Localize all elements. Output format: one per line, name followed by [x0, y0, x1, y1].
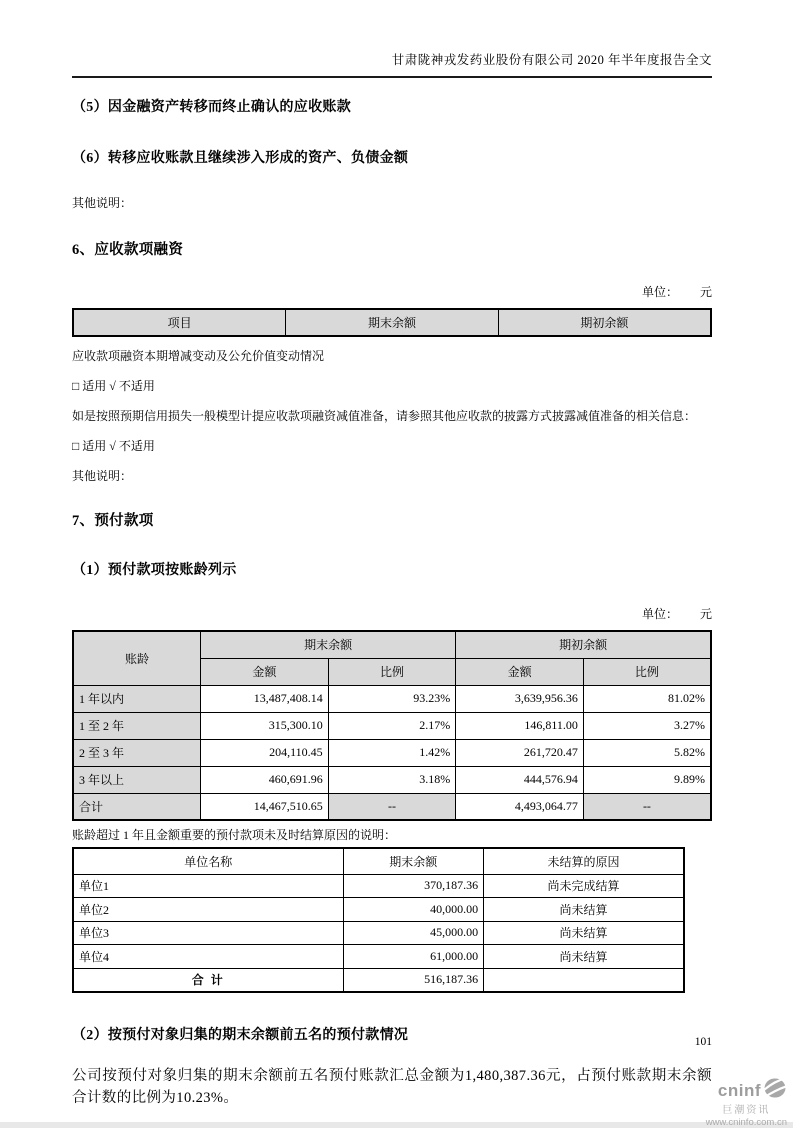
begin-ratio-cell: 9.89% — [583, 766, 711, 793]
entity-name-cell: 单位1 — [73, 874, 343, 898]
begin-amount-cell: 4,493,064.77 — [456, 793, 584, 820]
end-ratio-cell: -- — [328, 793, 456, 820]
table-row — [73, 712, 711, 739]
table-row — [73, 739, 711, 766]
col-header-ratio: 比例 — [583, 658, 711, 685]
reason-cell: 尚未结算 — [484, 945, 684, 969]
unit-line — [72, 605, 712, 622]
unit-value: 元 — [699, 607, 712, 621]
cninfo-cn-name: 巨潮资讯 — [722, 1105, 771, 1116]
impairment-note: 如是按照预期信用损失一般模型计提应收款项融资减值准备，请参照其他应收款的披露方式披露减值准备的相关信息： — [72, 409, 697, 423]
cninfo-logo — [706, 1078, 787, 1128]
entity-name-cell: 单位3 — [73, 921, 343, 945]
col-header-beginning-balance: 期初余额 — [498, 309, 711, 336]
col-header-ending-balance: 期末余额 — [343, 848, 484, 874]
col-header-ratio: 比例 — [328, 658, 456, 685]
col-header-ending-balance: 期末余额 — [201, 631, 456, 658]
end-amount-cell: 13,487,408.14 — [201, 685, 329, 712]
amount-cell: 61,000.00 — [343, 945, 484, 969]
age-cell: 1 至 2 年 — [73, 712, 201, 739]
table-row — [73, 898, 684, 922]
table-total-row — [73, 793, 711, 820]
change-note: 应收款项融资本期增减变动及公允价值变动情况 — [72, 349, 325, 363]
receivables-financing-table — [72, 308, 712, 337]
begin-amount-cell: 444,576.94 — [456, 766, 584, 793]
begin-amount-cell: 261,720.47 — [456, 739, 584, 766]
section-5-heading: （5）因金融资产转移而终止确认的应收账款 — [72, 100, 351, 115]
age-cell: 1 年以内 — [73, 685, 201, 712]
end-amount-cell: 460,691.96 — [201, 766, 329, 793]
begin-ratio-cell: 81.02% — [583, 685, 711, 712]
begin-ratio-cell: 5.82% — [583, 739, 711, 766]
col-header-item: 项目 — [73, 309, 286, 336]
entity-name-cell: 单位4 — [73, 945, 343, 969]
col-header-unsettled-reason: 未结算的原因 — [484, 848, 684, 874]
prepayments-heading: 7、预付款项 — [72, 513, 154, 529]
end-ratio-cell: 3.18% — [328, 766, 456, 793]
cninfo-brand-text: cninf — [717, 1080, 761, 1100]
amount-cell: 40,000.00 — [343, 898, 484, 922]
table-header-row — [73, 309, 711, 336]
table-header-row — [73, 631, 711, 658]
overdue-note: 账龄超过 1 年且金额重要的预付款项未及时结算原因的说明： — [72, 828, 397, 842]
col-header-age: 账龄 — [73, 631, 201, 685]
table-row — [73, 874, 684, 898]
begin-ratio-cell: 3.27% — [583, 712, 711, 739]
prepayments-top5-paragraph: 公司按预付对象归集的期末余额前五名预付账款汇总金额为1,480,387.36元，占预付账款期末余额合计数的比例为10.23%。 — [72, 1067, 712, 1106]
col-header-amount: 金额 — [456, 658, 584, 685]
col-header-entity-name: 单位名称 — [73, 848, 343, 874]
other-note-label: 其他说明： — [72, 196, 133, 210]
table-row — [73, 921, 684, 945]
amount-cell: 370,187.36 — [343, 874, 484, 898]
end-ratio-cell: 93.23% — [328, 685, 456, 712]
unit-label: 单位： — [641, 607, 678, 621]
page-number: 101 — [694, 1036, 712, 1048]
age-cell: 3 年以上 — [73, 766, 201, 793]
table-row — [73, 685, 711, 712]
report-header-title: 甘肃陇神戎发药业股份有限公司 2020 年半年度报告全文 — [72, 0, 712, 78]
table-row — [73, 945, 684, 969]
age-cell: 合计 — [73, 793, 201, 820]
prepayments-top5-heading: （2）按预付对象归集的期末余额前五名的预付款情况 — [72, 1027, 409, 1043]
reason-cell: 尚未完成结算 — [484, 874, 684, 898]
section-6-heading: （6）转移应收账款且继续涉入形成的资产、负债金额 — [72, 151, 409, 166]
end-amount-cell: 315,300.10 — [201, 712, 329, 739]
unit-label: 单位： — [641, 285, 678, 299]
reason-cell: 尚未结算 — [484, 921, 684, 945]
entity-name-cell: 合 计 — [73, 968, 343, 992]
begin-amount-cell: 3,639,956.36 — [456, 685, 584, 712]
begin-ratio-cell: -- — [583, 793, 711, 820]
unit-line — [72, 283, 712, 300]
reason-cell: 尚未结算 — [484, 898, 684, 922]
col-header-beginning-balance: 期初余额 — [456, 631, 711, 658]
col-header-ending-balance: 期末余额 — [286, 309, 499, 336]
applicable-line-1: □ 适用 √ 不适用 — [72, 379, 155, 393]
end-amount-cell: 14,467,510.65 — [201, 793, 329, 820]
applicable-line-2: □ 适用 √ 不适用 — [72, 439, 155, 453]
table-header-row — [73, 848, 684, 874]
table-row — [73, 766, 711, 793]
unit-value: 元 — [699, 285, 712, 299]
end-ratio-cell: 2.17% — [328, 712, 456, 739]
other-note-label-2: 其他说明： — [72, 469, 133, 483]
cninfo-swirl-icon — [763, 1078, 787, 1103]
amount-cell: 516,187.36 — [343, 968, 484, 992]
prepayments-aging-table — [72, 630, 712, 821]
amount-cell: 45,000.00 — [343, 921, 484, 945]
col-header-amount: 金额 — [201, 658, 329, 685]
cninfo-url: www.cninfo.com.cn — [705, 1117, 787, 1128]
overdue-prepayments-table — [72, 847, 685, 993]
reason-cell — [484, 968, 684, 992]
end-ratio-cell: 1.42% — [328, 739, 456, 766]
table-total-row — [73, 968, 684, 992]
end-amount-cell: 204,110.45 — [201, 739, 329, 766]
prepayments-aging-heading: （1）预付款项按账龄列示 — [72, 563, 237, 578]
receivables-financing-heading: 6、应收款项融资 — [72, 242, 184, 258]
age-cell: 2 至 3 年 — [73, 739, 201, 766]
entity-name-cell: 单位2 — [73, 898, 343, 922]
begin-amount-cell: 146,811.00 — [456, 712, 584, 739]
